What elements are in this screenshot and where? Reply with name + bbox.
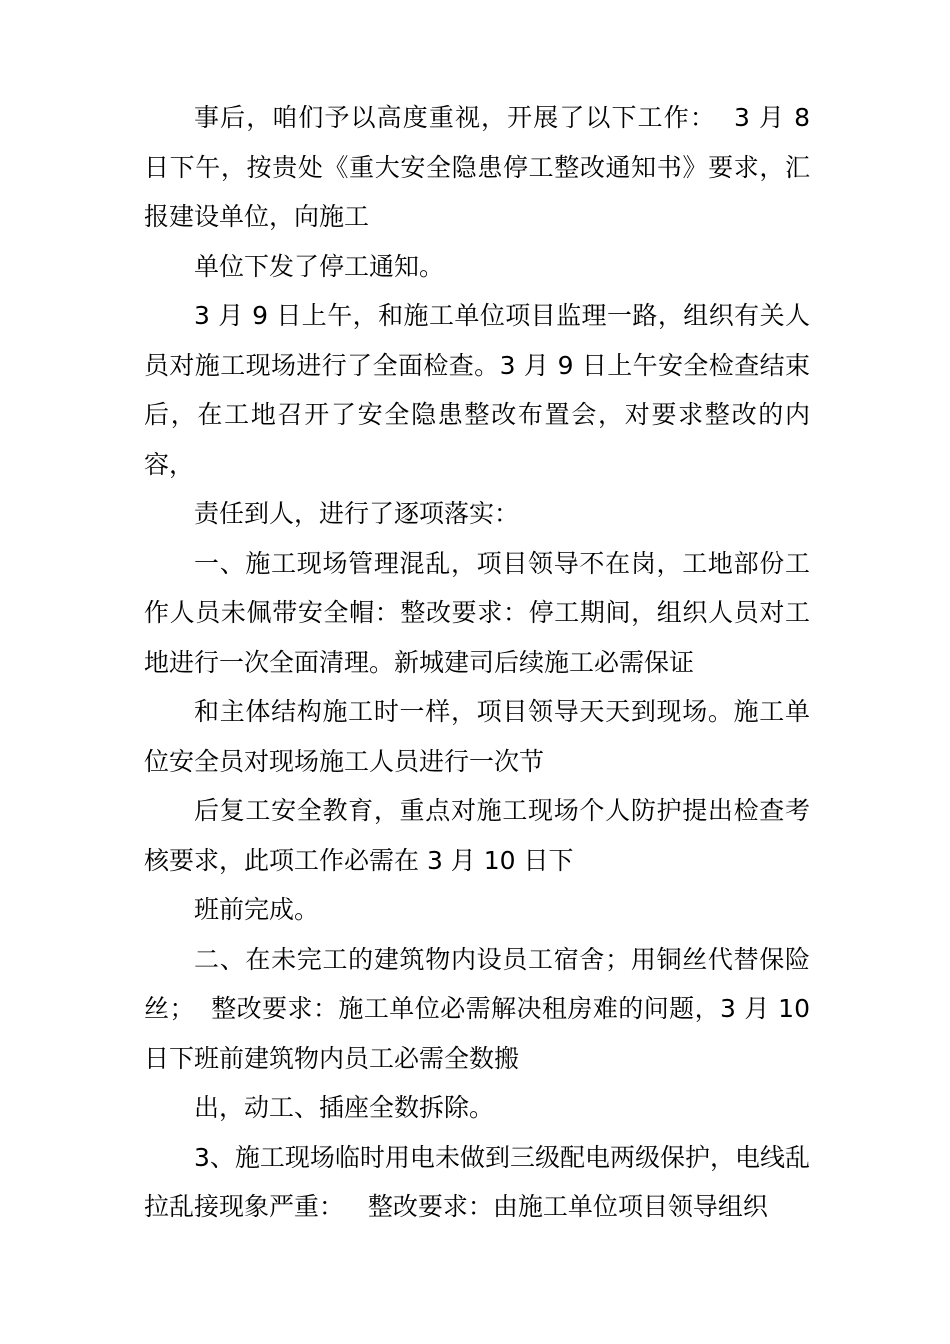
- paragraph-10: 出，动工、插座全数拆除。: [194, 1093, 495, 1122]
- paragraph-6: 和主体结构施工时一样，项目领导天天到现场。施工单位安全员对现场施工人员进行一次节: [144, 697, 810, 776]
- paragraph-5: 一、施工现场管理混乱，项目领导不在岗，工地部份工作人员未佩带安全帽：整改要求：停工期间，组织人员对工地进行一次全面清理。新城建司后续施工必需保证: [144, 548, 810, 677]
- paragraph-3: 3 月 9 日上午，和施工单位项目监理一路，组织有关人员对施工现场进行了全面检查。3 月 9 日上午安全检查结束后，在工地召开了安全隐患整改布置会，对要求整改的内容，: [144, 301, 810, 479]
- paragraph-9: 二、在未完工的建筑物内设员工宿舍；用铜丝代替保险丝； 整改要求：施工单位必需解决租房难的问题，3 月 10 日下班前建筑物内员工必需全数搬: [144, 944, 818, 1073]
- paragraph-7: 后复工安全教育，重点对施工现场个人防护提出检查考核要求，此项工作必需在 3 月 10 日下: [144, 796, 810, 875]
- paragraph-4: 责任到人，进行了逐项落实：: [194, 499, 520, 528]
- paragraph-2: 单位下发了停工通知。: [194, 251, 445, 281]
- paragraph-8: 班前完成。: [194, 895, 320, 924]
- paragraph-1: 事后，咱们予以高度重视，开展了以下工作： 3 月 8 日下午，按贵处《重大安全隐患停工整改通知书》要求，汇报建设单位，向施工: [144, 103, 818, 231]
- paragraph-11: 3、施工现场临时用电未做到三级配电两级保护，电线乱拉乱接现象严重： 整改要求：由施工单位项目领导组织: [144, 1142, 810, 1221]
- document-body: [144, 93, 818, 1232]
